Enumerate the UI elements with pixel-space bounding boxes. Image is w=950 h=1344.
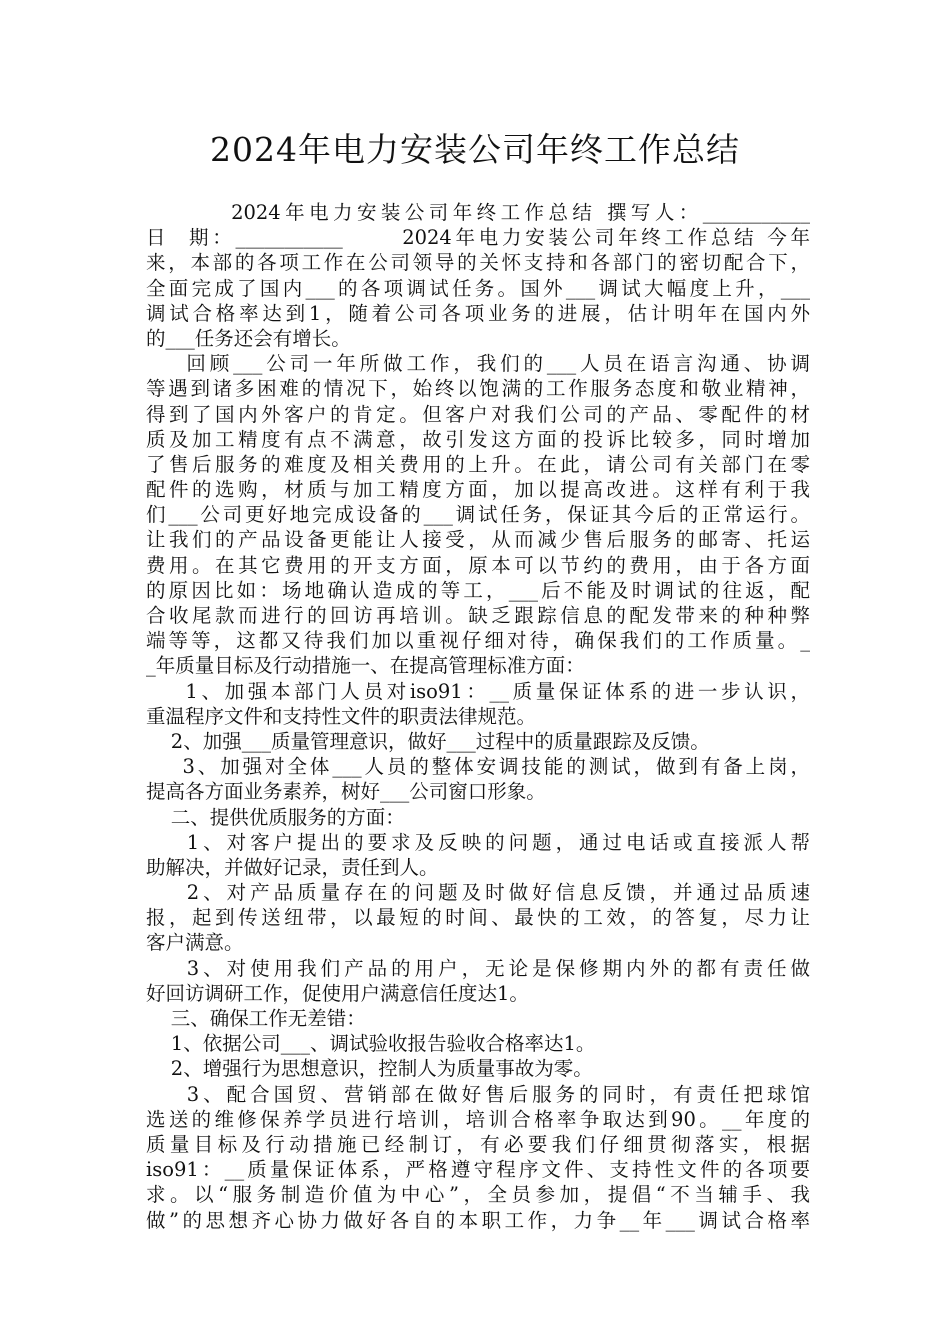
document-body (146, 200, 810, 1233)
body-text-line: 质及加工精度有点不满意，故引发这方面的投诉比较多，同时增加 (146, 427, 810, 451)
body-text-line: 让我们的产品设备更能让人接受，从而减少售后服务的邮寄、托运 (146, 528, 810, 552)
body-text-line: 配件的选购，材质与加工精度方面，加以提高改进。这样有利于我 (146, 478, 810, 502)
body-text-line: _年质量目标及行动措施一、在提高管理标准方面： (146, 654, 585, 678)
body-text-line: 调试合格率达到1，随着公司各项业务的进展，估计明年在国内外 (146, 301, 810, 325)
body-text-line: 来，本部的各项工作在公司领导的关怀支持和各部门的密切配合下， (146, 251, 810, 275)
document-title: 2024年电力安装公司年终工作总结 (210, 130, 740, 169)
body-text-line: 3、配合国贸、营销部在做好售后服务的同时，有责任把球馆 (146, 1082, 810, 1106)
body-text-line: 3、加强对全体___人员的整体安调技能的测试，做到有备上岗， (146, 755, 810, 779)
body-text-line: 合收尾款而进行的回访再培训。缺乏跟踪信息的配发带来的种种弊 (146, 604, 810, 627)
body-text-line: 费用。在其它费用的开支方面，原本可以节约的费用，由于各方面 (146, 553, 810, 577)
body-text-line: 日 期：___________ 2024年电力安装公司年终工作总结 今年 (146, 226, 810, 250)
body-text-line: 全面完成了国内___的各项调试任务。国外___调试大幅度上升，___ (146, 276, 810, 300)
body-text-line: 得到了国内外客户的肯定。但客户对我们公司的产品、零配件的材 (146, 402, 810, 426)
body-text-line: 做”的思想齐心协力做好各自的本职工作，力争__年___调试合格率 (146, 1208, 810, 1232)
body-text-line: 回顾___公司一年所做工作，我们的___人员在语言沟通、协调 (146, 352, 810, 376)
body-text-line: 2、加强___质量管理意识，做好___过程中的质量跟踪及反馈。 (146, 729, 710, 753)
body-text-line: 三、确保工作无差错： (146, 1007, 366, 1030)
body-text-line: 质量目标及行动措施已经制订，有必要我们仔细贯彻落实，根据 (146, 1132, 810, 1156)
body-text-line: 端等等，这都又待我们加以重视仔细对待，确保我们的工作质量。_ (146, 629, 810, 653)
body-text-line: 了售后服务的难度及相关费用的上升。在此，请公司有关部门在零 (146, 452, 810, 476)
body-text-line: 的原因比如：场地确认造成的等工，___后不能及时调试的往返，配 (146, 578, 810, 602)
body-text-line: 求。以“服务制造价值为中心”，全员参加，提倡“不当辅手、我 (146, 1183, 810, 1207)
body-text-line: 二、提供优质服务的方面： (146, 805, 405, 829)
body-text-line: 报，起到传送纽带，以最短的时间、最快的工效，的答复，尽力让 (146, 906, 810, 930)
body-text-line: 客户满意。 (146, 931, 244, 955)
body-text-line: 等遇到诸多困难的情况下，始终以饱满的工作服务态度和敬业精神， (146, 377, 810, 401)
body-text-line: 的___任务还会有增长。 (146, 326, 351, 350)
body-text-line: 们___公司更好地完成设备的___调试任务，保证其今后的正常运行。 (146, 503, 810, 527)
body-text-line: 好回访调研工作，促使用户满意信任度达1。 (146, 981, 529, 1005)
body-text-line: 2、对产品质量存在的问题及时做好信息反馈，并通过品质速 (146, 881, 810, 905)
body-text-line: 1、对客户提出的要求及反映的问题，通过电话或直接派人帮 (146, 830, 810, 854)
body-text-line: 1、加强本部门人员对iso91：__质量保证体系的进一步认识， (146, 679, 810, 703)
body-text-line: 选送的维修保养学员进行培训，培训合格率争取达到90。__年度的 (146, 1107, 810, 1131)
body-text-line: 2、增强行为思想意识，控制人为质量事故为零。 (146, 1057, 593, 1081)
body-text-line: 2024年电力安装公司年终工作总结 撰写人：___________ (146, 201, 810, 224)
body-text-line: 重温程序文件和支持性文件的职责法律规范。 (146, 704, 537, 728)
body-text-line: iso91：__质量保证体系，严格遵守程序文件、支持性文件的各项要 (146, 1158, 810, 1182)
body-text-line: 助解决，并做好记录，责任到人。 (146, 855, 439, 879)
body-text-line: 3、对使用我们产品的用户，无论是保修期内外的都有责任做 (146, 956, 810, 980)
body-text-line: 1、依据公司___、调试验收报告验收合格率达1。 (146, 1032, 596, 1056)
body-text-line: 提高各方面业务素养，树好___公司窗口形象。 (146, 780, 546, 804)
